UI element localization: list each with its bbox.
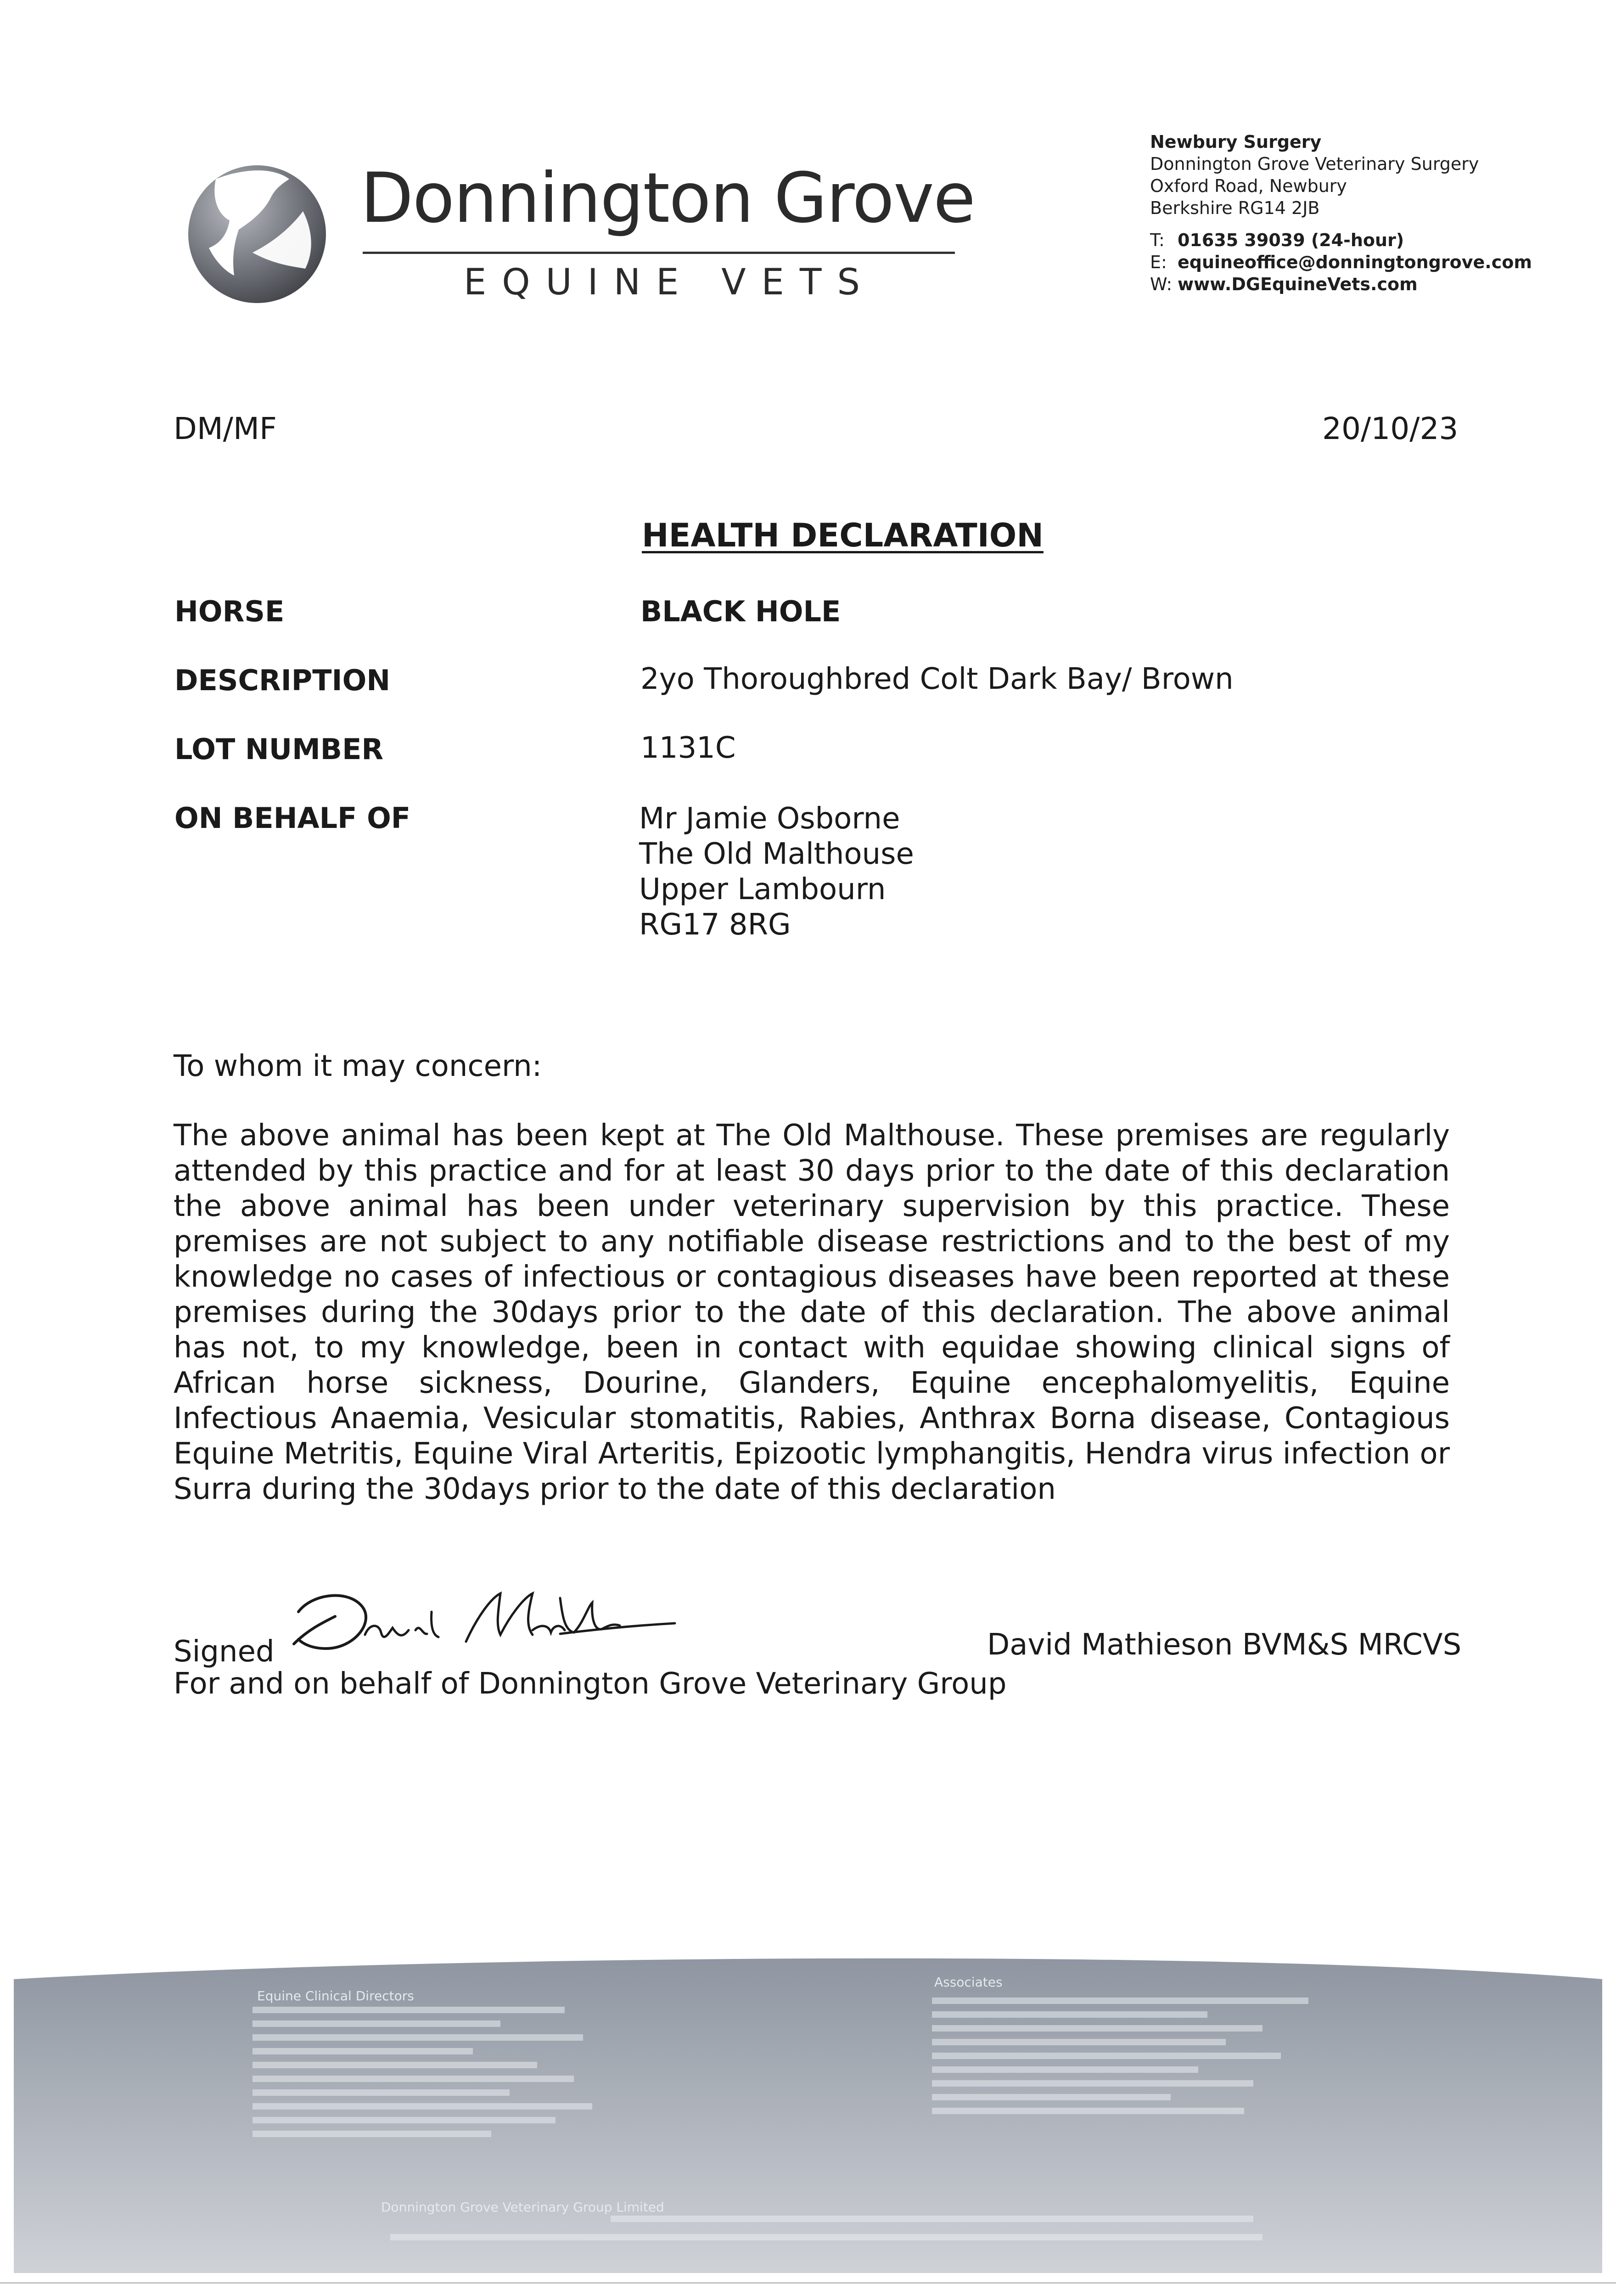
website-label: W: — [1150, 274, 1173, 294]
handwritten-signature — [285, 1580, 679, 1671]
surgery-line-2: Oxford Road, Newbury — [1150, 176, 1347, 196]
owner-address-line-1: The Old Malthouse — [639, 837, 914, 871]
surgery-heading: Newbury Surgery — [1150, 132, 1322, 152]
brand-divider — [363, 252, 955, 254]
lot-number: 1131C — [640, 731, 736, 765]
horse-name: BLACK HOLE — [640, 595, 841, 628]
owner-address — [639, 801, 914, 943]
document-title: HEALTH DECLARATION — [642, 517, 1044, 554]
owner-address-line-2: Upper Lambourn — [639, 872, 886, 906]
signer-name: David Mathieson BVM&S MRCVS — [987, 1628, 1462, 1662]
email-label: E: — [1150, 252, 1167, 272]
horse-description: 2yo Thoroughbred Colt Dark Bay/ Brown — [640, 662, 1234, 696]
horse-label: HORSE — [174, 595, 285, 628]
surgery-line-1: Donnington Grove Veterinary Surgery — [1150, 154, 1479, 174]
email-value: equineoffice@donningtongrove.com — [1178, 252, 1532, 272]
page-bottom-rule — [0, 2282, 1616, 2284]
signed-label: Signed — [174, 1635, 275, 1669]
telephone-label: T: — [1150, 230, 1165, 250]
lot-number-label: LOT NUMBER — [174, 732, 384, 766]
footer-band — [14, 1952, 1602, 2273]
declaration-body: The above animal has been kept at The Old Malthouse. These premises are regularly attended by this practice and for at least 30 days prior to the date of this declaration the above animal has been under veterinary supervision by this practice. These premises are not subject to any notifiable disease restrictions and to the best of my knowledge no cases of infectious or contagious diseases have been reported at these premises during the 30days prior to the date of this declaration. The above animal has not, to my knowledge, been in contact with equidae showing clinical signs of African horse sickness, Dourine, Glanders, Equine encephalomyelitis, Equine Infectious Anaemia, Vesicular stomatitis, Rabies, Anthrax Borna disease, Contagious Equine Metritis, Equine Viral Arteritis, Epizootic lymphangitis, Hendra virus infection or Surra during the 30days prior to the date of this declaration — [174, 1119, 1450, 1506]
owner-name: Mr Jamie Osborne — [639, 802, 900, 836]
donnington-grove-logo-icon — [184, 152, 335, 317]
on-behalf-line: For and on behalf of Donnington Grove Veterinary Group — [174, 1667, 1007, 1701]
footer-associates-heading: Associates — [934, 1975, 1003, 1990]
brand-subtitle: EQUINE VETS — [464, 262, 875, 303]
surgery-address-block — [1150, 131, 1532, 295]
website-value: www.DGEquineVets.com — [1178, 274, 1418, 294]
owner-address-line-3: RG17 8RG — [639, 908, 791, 942]
description-label: DESCRIPTION — [174, 664, 391, 697]
footer-company-name: Donnington Grove Veterinary Group Limited — [381, 2200, 664, 2215]
letter-date: 20/10/23 — [1322, 411, 1459, 446]
address-spacer — [1150, 219, 1532, 229]
surgery-line-3: Berkshire RG14 2JB — [1150, 198, 1320, 218]
on-behalf-of-label: ON BEHALF OF — [174, 801, 411, 835]
footer-directors-heading: Equine Clinical Directors — [257, 1988, 414, 2003]
salutation: To whom it may concern: — [174, 1049, 542, 1083]
reference-code: DM/MF — [174, 411, 277, 446]
brand-name: Donnington Grove — [360, 158, 975, 238]
telephone-value: 01635 39039 (24-hour) — [1178, 230, 1404, 250]
surgery-website — [1150, 273, 1532, 295]
surgery-telephone — [1150, 229, 1532, 251]
surgery-email — [1150, 251, 1532, 273]
